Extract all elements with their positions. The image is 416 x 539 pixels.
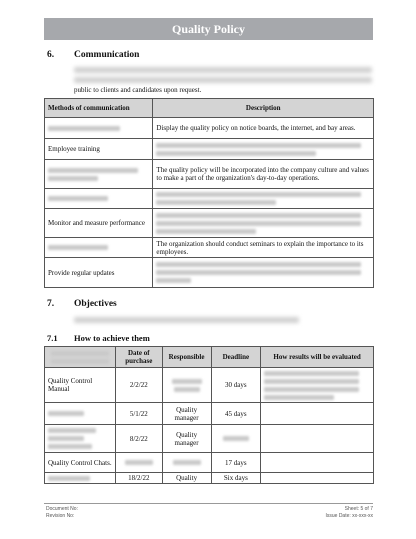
table-row: [45, 189, 374, 209]
redacted-text: [174, 387, 200, 392]
description-cell: [153, 139, 374, 160]
redacted-text: [172, 379, 202, 384]
page-title: Quality Policy: [44, 18, 373, 40]
evaluation-cell: [261, 453, 374, 473]
footer-issue-date: Issue Date: xx-xxx-xx: [325, 513, 373, 519]
responsible-cell: Quality: [162, 473, 211, 484]
table-row: [45, 160, 374, 189]
redacted-text: [48, 444, 92, 449]
method-cell: Employee training: [45, 139, 153, 160]
redacted-text: [156, 221, 361, 226]
redacted-text: [48, 196, 108, 201]
column-header: Date of purchase: [115, 347, 162, 368]
description-cell: [153, 209, 374, 238]
section-7-number: 7.: [47, 299, 55, 309]
redacted-text: [74, 67, 372, 73]
deadline-cell: 45 days: [211, 403, 261, 425]
table-row: [45, 118, 374, 139]
redacted-text: [48, 476, 90, 481]
redacted-text: [156, 143, 361, 148]
column-header: How results will be evaluated: [261, 347, 374, 368]
section-7-1-number: 7.1: [47, 333, 58, 343]
deadline-cell: Six days: [211, 473, 261, 484]
section-6-heading: Communication: [74, 50, 140, 60]
date-cell: 2/2/22: [115, 368, 162, 403]
item-cell: [45, 425, 116, 453]
redacted-text: [156, 229, 256, 234]
objectives-table: [44, 346, 374, 484]
table-row: [45, 368, 374, 403]
redacted-text: [48, 411, 84, 416]
responsible-cell: [162, 453, 211, 473]
description-cell: [153, 189, 374, 209]
table-row: [45, 139, 374, 160]
method-cell: [45, 160, 153, 189]
method-cell: Monitor and measure performance: [45, 209, 153, 238]
redacted-text: [51, 359, 109, 364]
table-row: [45, 425, 374, 453]
evaluation-cell: [261, 403, 374, 425]
redacted-text: [48, 168, 138, 173]
redacted-text: [264, 387, 359, 392]
evaluation-cell: [261, 473, 374, 484]
redacted-text: [48, 126, 120, 131]
section-7-heading: Objectives: [74, 299, 117, 309]
redacted-text: [264, 379, 359, 384]
table-row: [45, 473, 374, 484]
redacted-text: [48, 436, 84, 441]
redacted-text: [264, 395, 334, 400]
communication-table: [44, 98, 374, 288]
column-header: Deadline: [211, 347, 261, 368]
column-header: Responsible: [162, 347, 211, 368]
table-header-row: [45, 99, 374, 118]
redacted-text: [156, 270, 361, 275]
table-row: [45, 403, 374, 425]
item-cell: [45, 473, 116, 484]
redacted-text: [51, 351, 109, 356]
item-cell: Quality Control Manual: [45, 368, 116, 403]
redacted-text: [173, 460, 201, 465]
redacted-text: [48, 245, 108, 250]
redacted-text: [156, 278, 191, 283]
date-cell: 18/2/22: [115, 473, 162, 484]
paragraph-tail: public to clients and candidates upon request.: [74, 86, 202, 94]
responsible-cell: [162, 368, 211, 403]
section-7-1-heading: How to achieve them: [74, 333, 150, 343]
table-row: [45, 453, 374, 473]
footer-revision-no: Revision No:: [46, 513, 75, 519]
redacted-text: [156, 192, 361, 197]
redacted-text: [156, 200, 276, 205]
description-cell: [153, 258, 374, 288]
deadline-cell: [211, 425, 261, 453]
table-row: [45, 209, 374, 238]
footer-divider: [44, 503, 373, 504]
date-cell: [115, 453, 162, 473]
description-cell: The quality policy will be incorporated into the company culture and values to make a part of the organization's day-to-day operations.: [153, 160, 374, 189]
evaluation-cell: [261, 425, 374, 453]
deadline-cell: 17 days: [211, 453, 261, 473]
date-cell: 8/2/22: [115, 425, 162, 453]
redacted-text: [48, 428, 96, 433]
redacted-text: [74, 317, 299, 323]
method-cell: [45, 118, 153, 139]
item-cell: [45, 403, 116, 425]
column-header: Methods of communication: [45, 99, 153, 118]
section-6-number: 6.: [47, 50, 55, 60]
responsible-cell: Quality manager: [162, 403, 211, 425]
footer-document-no: Document No:: [46, 506, 78, 512]
date-cell: 5/1/22: [115, 403, 162, 425]
footer-sheet: Sheet: 5 of 7: [344, 506, 373, 512]
method-cell: Provide regular updates: [45, 258, 153, 288]
table-row: [45, 238, 374, 258]
redacted-text: [156, 262, 361, 267]
item-cell: Quality Control Chats.: [45, 453, 116, 473]
redacted-text: [264, 371, 359, 376]
redacted-text: [125, 460, 153, 465]
table-row: [45, 258, 374, 288]
evaluation-cell: [261, 368, 374, 403]
column-header: Description: [153, 99, 374, 118]
redacted-text: [223, 436, 249, 441]
deadline-cell: 30 days: [211, 368, 261, 403]
redacted-text: [48, 176, 98, 181]
redacted-text: [74, 77, 372, 83]
responsible-cell: Quality manager: [162, 425, 211, 453]
column-header: [45, 347, 116, 368]
redacted-text: [156, 151, 316, 156]
redacted-text: [156, 213, 361, 218]
method-cell: [45, 189, 153, 209]
description-cell: The organization should conduct seminars to explain the importance to its employees.: [153, 238, 374, 258]
description-cell: Display the quality policy on notice boards, the internet, and bay areas.: [153, 118, 374, 139]
table-header-row: [45, 347, 374, 368]
method-cell: [45, 238, 153, 258]
